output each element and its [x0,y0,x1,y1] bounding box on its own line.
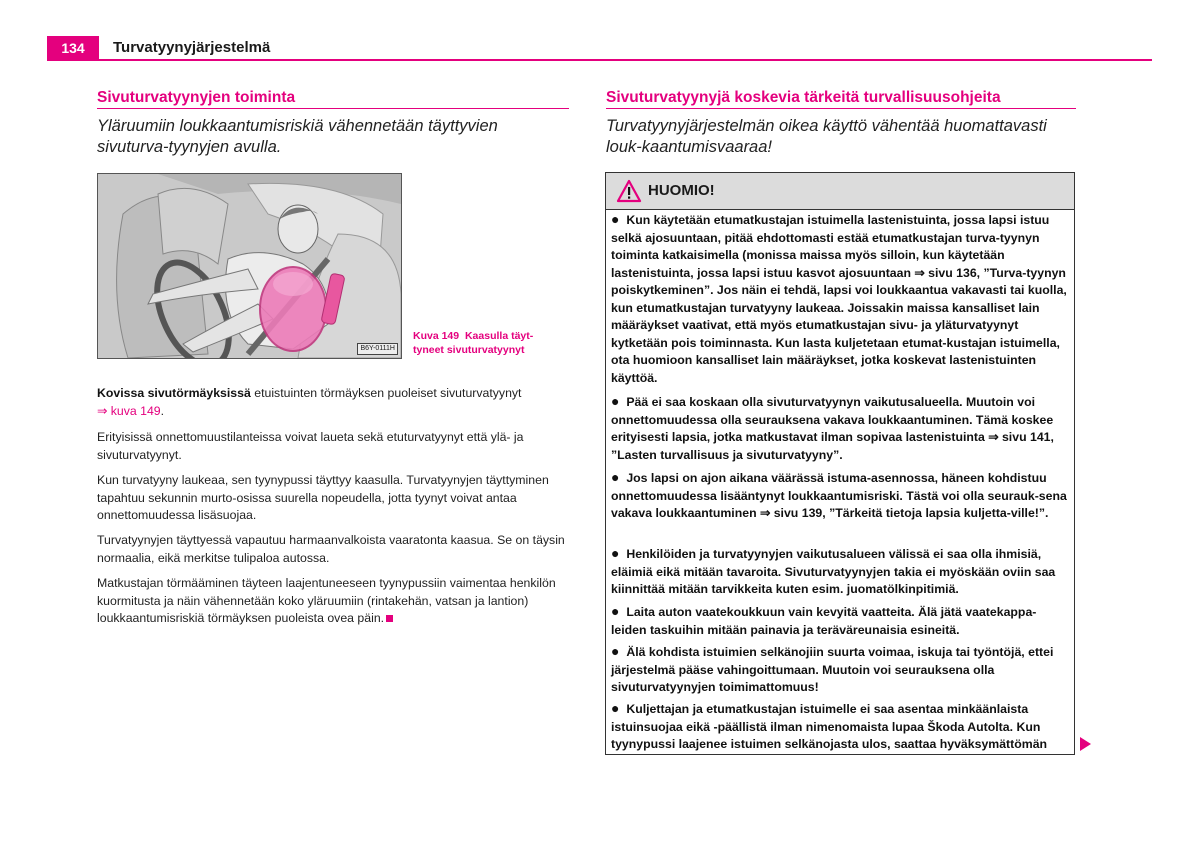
paragraph-5 [97,575,569,628]
bullet-icon: ● [611,603,620,619]
left-heading-rule [97,108,569,109]
warning-item [611,603,1070,639]
chapter-title: Turvatyynyjärjestelmä [113,39,271,56]
page-number: 134 [47,36,99,60]
p1-bold: Kovissa sivutörmäyksissä [97,386,251,400]
warning-triangle-icon [616,179,642,203]
side-airbag-illustration [97,173,402,359]
paragraph-3: Kun turvatyyny laukeaa, sen tyynypussi täyttyy kaasulla. Turvatyynyjen täyttyminen tapahtuu sekunnin murto-osissa suurella nopeudella, jotta tyynyt voivat antaa onnettomuudessa lisäsuojaa. [97,473,549,522]
end-mark-icon [386,615,393,622]
right-lead-text: Turvatyynyjärjestelmän oikea käyttö vähentää huomattavasti louk-kaantumisvaaraa! [606,117,1047,156]
warning-item [611,643,1070,697]
bullet-icon: ● [611,643,620,659]
warning-item-text: Jos lapsi on ajon aikana väärässä istuma-asennossa, häneen kohdistuu onnettomuudessa lisääntynyt loukkaantumisriski. Tästä voi olla seurauk-sena vakava loukkaantuminen ⇒ sivu 139, ”Tärkeitä tietoja lapsia kuljetta-ville!”. [611,471,1067,520]
paragraph-2: Erityisissä onnettomuustilanteissa voivat laueta sekä etuturvatyynyt että ylä- ja sivuturvatyynyt. [97,430,524,462]
warning-item-text: Pää ei saa koskaan olla sivuturvatyynyn vaikutusalueella. Muutoin voi onnettomuudessa olla seurauksena vakava loukkaantuminen. Tämä koskee erityisesti lapsia, jotka matkustavat ilman sopivaa lastenistuinta ⇒ sivu 141, ”Lasten turvallisuus ja sivuturvatyyny”. [611,395,1054,462]
airbag-figure-drawing [98,174,401,358]
bullet-icon: ● [611,211,620,227]
bullet-icon: ● [611,700,620,716]
warning-item-text: Älä kohdista istuimien selkänojiin suurta voimaa, iskuja tai työntöjä, ettei järjestelmä pääse vahingoittumaan. Muutoin voi seurauksena olla sivuturvatyynyjen toimimattomuus! [611,645,1054,694]
p1-text: etuistuinten törmäyksen puoleiset sivuturvatyynyt [250,386,522,400]
warning-title: HUOMIO! [648,182,715,199]
header-rule [47,59,1152,61]
warning-box [605,172,1075,755]
continue-arrow-icon [1080,737,1091,751]
figure-reference-link[interactable]: ⇒ kuva 149 [97,403,161,418]
warning-item [611,211,1070,387]
left-lead-text: Yläruumiin loukkaantumisriskiä vähennetään täyttyvien sivuturva-tyynyjen avulla. [97,117,498,156]
right-section-heading: Sivuturvatyynyjä koskevia tärkeitä turvallisuusohjeita [606,89,1001,106]
warning-item [611,700,1070,754]
caption-label: Kuva 149 [413,330,460,342]
warning-item-text: Kun käytetään etumatkustajan istuimella lastenistuinta, jossa lapsi istuu selkä ajosuuntaan, pitää ehdottomasti estää etumatkustajan turva-tyynyn toiminta katkaisimella (monissa maissa myös silloin, kun käytetään lastenistuinta, jossa lapsi istuu kasvot ajosuuntaan ⇒ sivu 136, ”Turva-tyynyn poiskytkeminen”. Jos näin ei tehdä, lapsi voi loukkaantua vakavasti tai kuolla, kun etumatkustajan turvatyyny laukeaa. Joissakin maissa kansalliset lain määräykset vaativat, että myös etumatkustajan sivu- ja yläturvatyynyt kytketään pois toiminnasta. Kun lasta kuljetetaan etumat-kustajan istuimella, ota huomioon kansalliset lain määräykset, jotka koskevat lastenistuinten käyttöä. [611,213,1067,385]
p1-end: . [160,403,165,418]
warning-item [611,545,1070,599]
left-section-heading: Sivuturvatyynyjen toiminta [97,89,296,106]
figure-code: B6Y-0111H [357,343,398,355]
bullet-icon: ● [611,469,620,485]
warning-header [606,173,1074,210]
right-heading-rule [606,108,1076,109]
bullet-icon: ● [611,545,620,561]
warning-item-text: Henkilöiden ja turvatyynyjen vaikutusalueen välissä ei saa olla ihmisiä, eläimiä eikä mitään tavaroita. Sivuturvatyynyjen takia ei myöskään oviin saa kiinnittää mitään tarvikkeita kuten esim. juomatölkinpitimiä. [611,547,1056,596]
caption-text: Kaasulla täyt-tyneet sivuturvatyynyt [413,330,534,356]
figure-caption [413,330,563,357]
bullet-icon: ● [611,393,620,409]
warning-item [611,469,1070,523]
paragraph-1 [97,385,569,420]
paragraph-4: Turvatyynyjen täyttyessä vapautuu harmaanvalkoista vaaratonta kaasua. Se on täysin normaalia, eikä merkitse tulipaloa autossa. [97,533,565,565]
warning-item [611,393,1070,464]
warning-item-text: Laita auton vaatekoukkuun vain kevyitä vaatteita. Älä jätä vaatekappa-leiden taskuihin mitään painavia ja teräväreunaisia esineitä. [611,605,1037,637]
warning-item-text: Kuljettajan ja etumatkustajan istuimelle ei saa asentaa minkäänlaista istuinsuojaa eikä -päällistä ilman nimenomaista lupaa Škoda Autolta. Kun tyynypussi laajenee istuimen selkänojasta ulos, saattaa hyväksymättömän [611,702,1048,751]
p5-text: Matkustajan törmääminen täyteen laajentuneeseen tyynypussiin vaimentaa henkilön kuormitusta ja näin vähennetään koko yläruumiin (rintakehän, vatsan ja lantion) loukkaantumisriskiä törmäyksen puoleista ovea päin. [97,576,556,625]
